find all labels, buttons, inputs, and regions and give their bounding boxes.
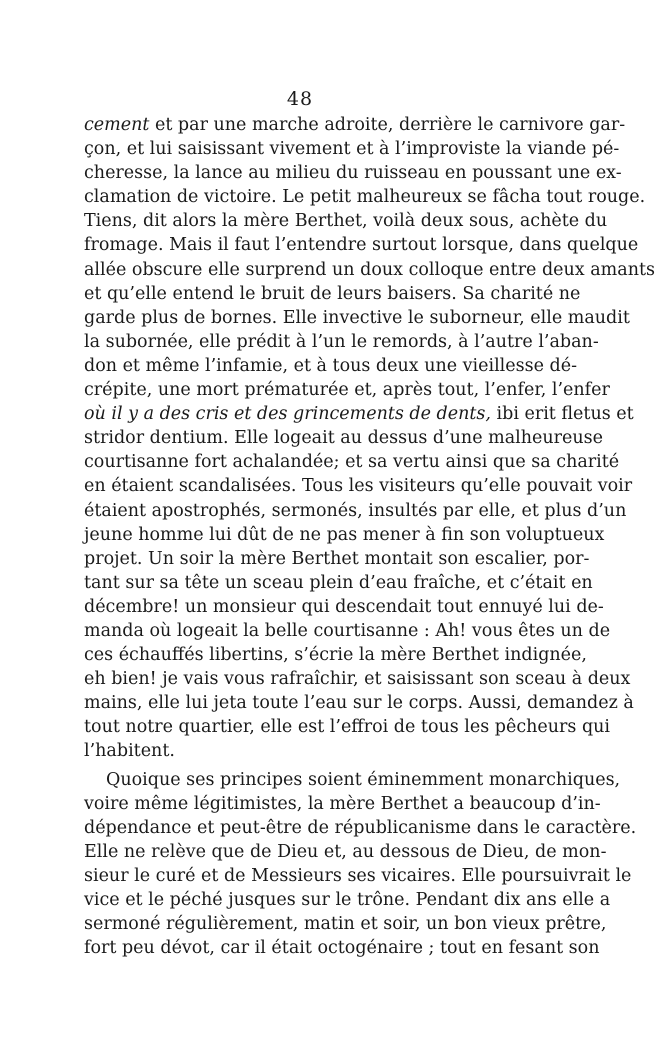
text-run: fromage. Mais il faut l’entendre surtout lorsque, dans quelque bbox=[84, 235, 639, 256]
text-run: manda où logeait la belle courtisanne : Ah! vous êtes un de bbox=[84, 620, 611, 641]
text-run: çon, et lui saisissant vivement et à l’improviste la viande pé- bbox=[84, 139, 620, 160]
text-run: décembre! un monsieur qui descendait tout ennuyé lui de- bbox=[84, 596, 604, 617]
text-run: stridor dentium. Elle logeait au dessus d’une malheureuse bbox=[84, 428, 603, 449]
text-run: crépite, une mort prématurée et, après tout, l’enfer, l’enfer bbox=[84, 380, 610, 401]
text-run: jeune homme lui dût de ne pas mener à fin son voluptueux bbox=[84, 524, 605, 545]
text-run: clamation de victoire. Le petit malheureux se fâcha tout rouge. bbox=[84, 187, 646, 208]
text-line bbox=[84, 185, 646, 209]
text-run: mains, elle lui jeta toute l’eau sur le corps. Aussi, demandez à bbox=[84, 693, 634, 714]
text-run: Tiens, dit alors la mère Berthet, voilà deux sous, achète du bbox=[84, 211, 608, 232]
body-text bbox=[84, 113, 655, 960]
text-line bbox=[84, 113, 626, 137]
text-line bbox=[84, 354, 577, 378]
text-line bbox=[84, 936, 600, 960]
text-run: la subornée, elle prédit à l’un le remords, à l’autre l’aban- bbox=[84, 331, 599, 352]
text-run: garde plus de bornes. Elle invective le suborneur, elle maudit bbox=[84, 307, 630, 328]
text-line bbox=[84, 450, 620, 474]
text-line bbox=[84, 378, 610, 402]
text-run: dépendance et peut-être de républicanisme dans le caractère. bbox=[84, 817, 637, 838]
text-line bbox=[84, 426, 603, 450]
text-run: étaient apostrophés, sermonés, insultés par elle, et plus d’un bbox=[84, 500, 627, 521]
text-line bbox=[84, 643, 587, 667]
text-run: ces échauffés libertins, s’écrie la mère Berthet indignée, bbox=[84, 645, 587, 666]
text-line bbox=[84, 306, 630, 330]
text-run: projet. Un soir la mère Berthet montait son escalier, por- bbox=[84, 548, 590, 569]
text-run: Elle ne relève que de Dieu et, au dessous de Dieu, de mon- bbox=[84, 841, 607, 862]
text-line bbox=[84, 619, 611, 643]
text-run: sermoné régulièrement, matin et soir, un bon vieux prêtre, bbox=[84, 914, 607, 935]
text-line bbox=[84, 816, 637, 840]
text-line bbox=[84, 739, 546, 763]
text-run: courtisanne fort achalandée; et sa vertu ainsi que sa charité bbox=[84, 452, 620, 473]
text-line bbox=[84, 233, 639, 257]
text-line bbox=[84, 792, 601, 816]
text-run: fort peu dévot, car il était octogénaire ; tout en fesant son bbox=[84, 938, 600, 959]
text-run: allée obscure elle surprend un doux colloque entre deux amants bbox=[84, 259, 655, 280]
text-run: vice et le péché jusques sur le trône. Pendant dix ans elle a bbox=[84, 890, 611, 910]
text-run: et qu’elle entend le bruit de leurs baisers. Sa charité ne bbox=[84, 283, 581, 304]
text-line bbox=[84, 691, 634, 715]
text-line bbox=[84, 571, 593, 595]
text-run: eh bien! je vais vous rafraîchir, et saisissant son sceau à deux bbox=[84, 669, 631, 690]
text-run: tant sur sa tête un sceau plein d’eau fraîche, et c’était en bbox=[84, 572, 593, 593]
paragraph-1 bbox=[84, 113, 655, 764]
text-line bbox=[84, 864, 632, 888]
text-line bbox=[84, 715, 611, 739]
text-run: voire même légitimistes, la mère Berthet a beaucoup d’in- bbox=[84, 793, 601, 814]
text-line bbox=[84, 474, 633, 498]
text-line bbox=[84, 282, 581, 306]
paragraph-2 bbox=[84, 768, 637, 961]
text-line bbox=[84, 330, 599, 354]
text-line bbox=[84, 499, 627, 523]
text-run: Quoique ses principes soient éminemment monarchiques, bbox=[106, 769, 621, 790]
text-line bbox=[84, 912, 607, 936]
text-run: cheresse, la lance au milieu du ruisseau en poussant une ex- bbox=[84, 163, 622, 184]
text-line bbox=[84, 840, 607, 864]
text-line bbox=[84, 258, 655, 282]
text-line bbox=[84, 768, 621, 792]
text-run: tout notre quartier, elle est l’effroi de tous les pêcheurs qui bbox=[84, 717, 611, 738]
text-run: don et même l’infamie, et à tous deux une vieillesse dé- bbox=[84, 355, 577, 376]
text-line bbox=[84, 667, 631, 691]
text-run: et par une marche adroite, derrière le carnivore gar- bbox=[149, 115, 626, 135]
text-line bbox=[84, 523, 605, 547]
text-line bbox=[84, 402, 634, 426]
italic-text: où il y a des cris et des grincements de dents, bbox=[84, 404, 491, 425]
text-run: sieur le curé et de Messieurs ses vicaires. Elle poursuivrait le bbox=[84, 865, 632, 886]
text-line bbox=[84, 161, 622, 185]
text-run: en étaient scandalisées. Tous les visiteurs qu’elle pouvait voir bbox=[84, 476, 633, 497]
text-line bbox=[84, 137, 620, 161]
text-line bbox=[84, 595, 604, 619]
page-number: 48 bbox=[286, 88, 314, 110]
text-line bbox=[84, 888, 611, 912]
text-line bbox=[84, 209, 608, 233]
text-run: ibi erit fletus et bbox=[490, 404, 634, 425]
text-run: l’habitent. bbox=[84, 741, 175, 762]
text-line bbox=[84, 547, 590, 571]
italic-text: cement bbox=[84, 115, 150, 135]
